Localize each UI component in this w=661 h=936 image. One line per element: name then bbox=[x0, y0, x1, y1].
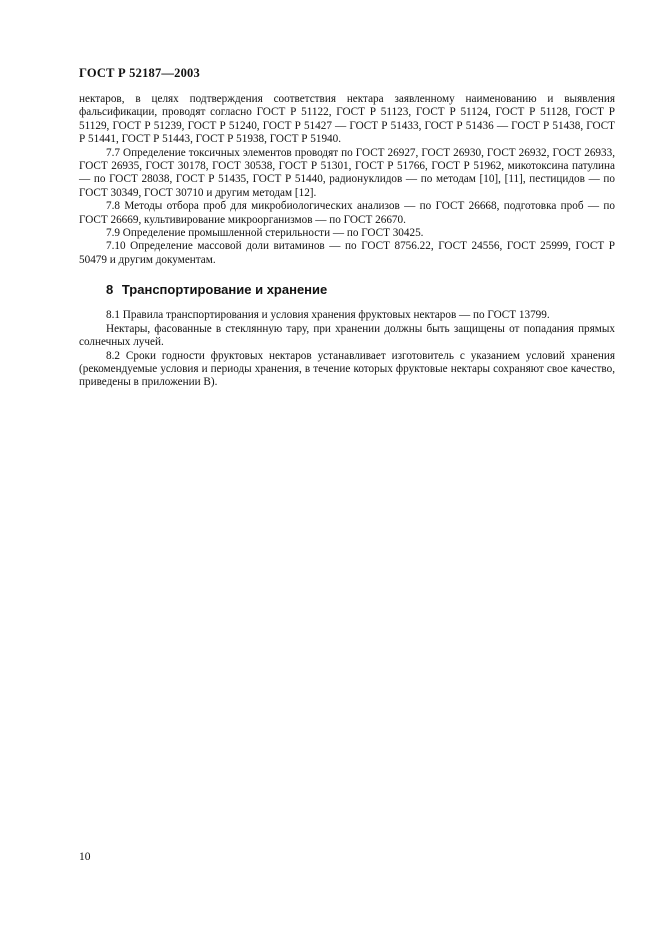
section-number: 8 bbox=[106, 282, 114, 298]
section-8-heading bbox=[79, 282, 615, 297]
paragraph-7-10: 7.10 Определение массовой доли витаминов — по ГОСТ 8756.22, ГОСТ 24556, ГОСТ 25999, ГОСТ Р 50479 и другим документам. bbox=[79, 240, 615, 266]
paragraph-7-7: 7.7 Определение токсичных элементов проводят по ГОСТ 26927, ГОСТ 26930, ГОСТ 26932, ГОСТ 26933, ГОСТ 26935, ГОСТ 30178, ГОСТ 30538, ГОСТ Р 51301, ГОСТ Р 51766, ГОСТ Р 51962, микотоксина патулина — по ГОСТ 28038, ГОСТ Р 51435, ГОСТ Р 51440, радионуклидов — по методам [10], [11], пестицидов — по ГОСТ 30349, ГОСТ 30710 и другим методам [12]. bbox=[79, 146, 615, 199]
section-title: Транспортирование и хранение bbox=[121, 282, 328, 298]
paragraph-7-8: 7.8 Методы отбора проб для микробиологических анализов — по ГОСТ 26668, подготовка проб — по ГОСТ 26669, культивирование микроорганизмов — по ГОСТ 26670. bbox=[79, 200, 615, 226]
paragraph-continuation: нектаров, в целях подтверждения соответствия нектара заявленному наименованию и выявления фальсификации, проводят согласно ГОСТ Р 51122, ГОСТ Р 51123, ГОСТ Р 51124, ГОСТ Р 51128, ГОСТ Р 51129, ГОСТ Р 51239, ГОСТ Р 51240, ГОСТ Р 51427 — ГОСТ Р 51433, ГОСТ Р 51436 — ГОСТ Р 51438, ГОСТ Р 51441, ГОСТ Р 51443, ГОСТ Р 51938, ГОСТ Р 51940. bbox=[79, 93, 615, 146]
paragraph-8-1: 8.1 Правила транспортирования и условия хранения фруктовых нектаров — по ГОСТ 13799. bbox=[106, 309, 550, 322]
paragraph-7-9: 7.9 Определение промышленной стерильности — по ГОСТ 30425. bbox=[106, 227, 424, 240]
paragraph-8-1-note: Нектары, фасованные в стеклянную тару, при хранении должны быть защищены от попадания прямых солнечных лучей. bbox=[79, 322, 615, 349]
document-header bbox=[79, 66, 200, 81]
document-id: ГОСТ Р 52187—2003 bbox=[79, 66, 200, 80]
page-number: 10 bbox=[79, 851, 91, 863]
page-content bbox=[79, 93, 615, 390]
paragraph-8-2: 8.2 Сроки годности фруктовых нектаров устанавливает изготовитель с указанием условий хранения (рекомендуемые условия и периоды хранения, в течение которых фруктовые нектары сохраняют свое качество, приведены в приложении В). bbox=[79, 349, 615, 389]
